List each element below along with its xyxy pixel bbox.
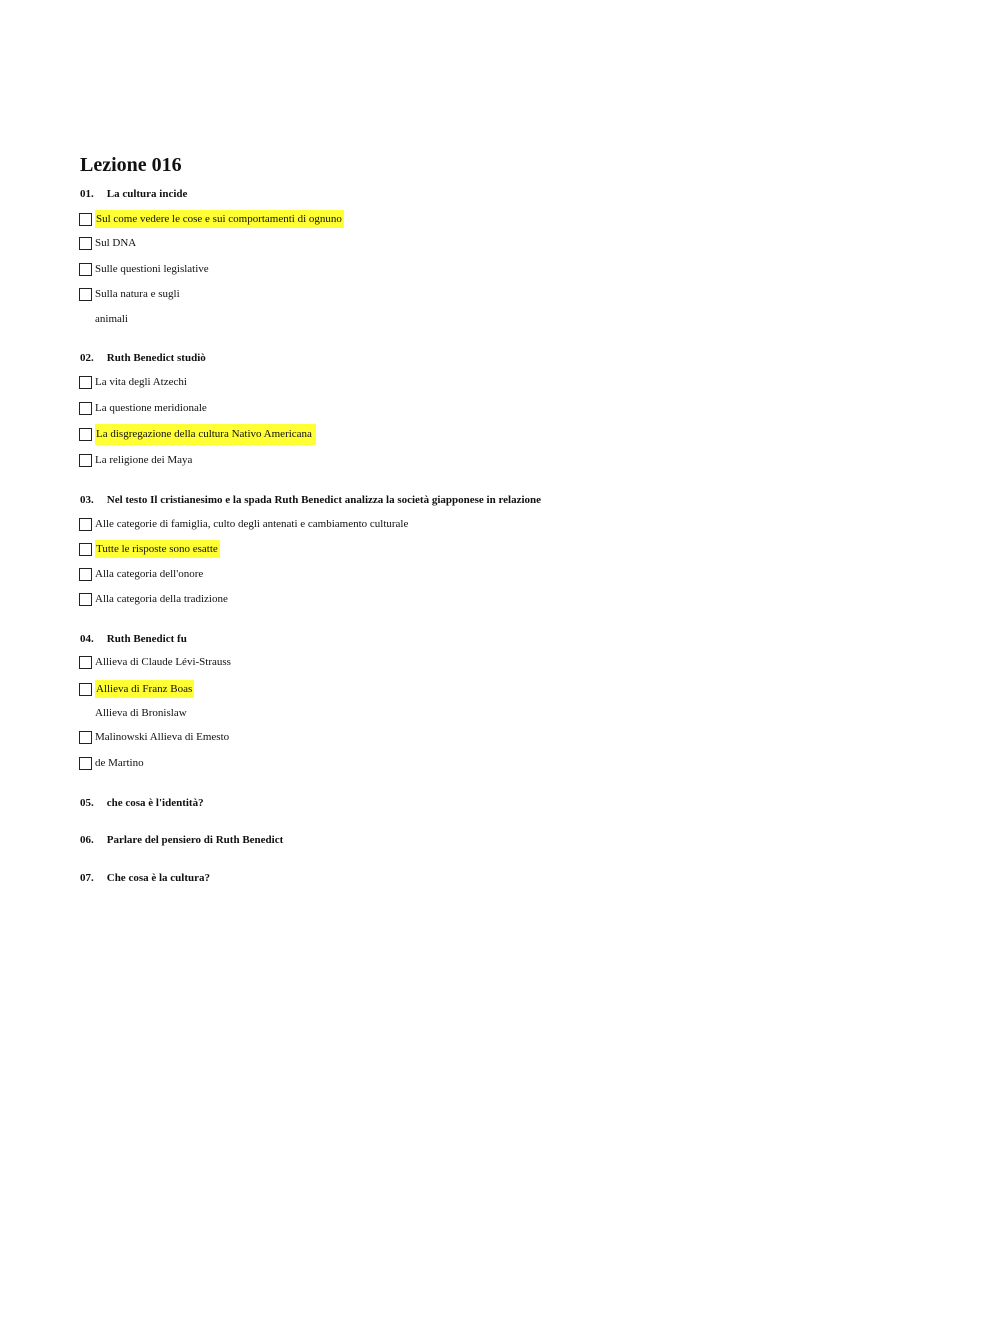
option-label: Sulle questioni legislative (95, 263, 209, 275)
option-label-highlighted: Allieva di Franz Boas (95, 680, 194, 698)
question-text: Ruth Benedict studiò (106, 352, 206, 364)
question-number: 05. (80, 797, 94, 809)
option-label: La questione meridionale (95, 402, 207, 414)
q3-option-3[interactable] (79, 566, 203, 582)
q4-option-4[interactable] (79, 755, 144, 771)
option-label: de Martino (95, 757, 144, 769)
question-text: Parlare del pensiero di Ruth Benedict (106, 834, 284, 846)
question-text: Nel testo Il cristianesimo e la spada Ruth Benedict analizza la società giapponese in relazione (106, 494, 542, 506)
question-4 (80, 632, 187, 646)
option-label: Alla categoria della tradizione (95, 593, 228, 605)
question-1 (80, 187, 187, 201)
option-label: Allieva di Claude Lévi-Strauss (95, 656, 231, 668)
option-label: La vita degli Atzechi (95, 376, 187, 388)
checkbox[interactable] (79, 568, 92, 581)
q1-option-2[interactable] (79, 235, 136, 251)
checkbox[interactable] (79, 683, 92, 696)
q3-option-1[interactable] (79, 516, 408, 532)
checkbox[interactable] (79, 757, 92, 770)
q4-option-2[interactable] (79, 681, 194, 697)
option-label: Allieva di Bronislaw (95, 707, 187, 719)
option-label: Alla categoria dell'onore (95, 568, 204, 580)
question-text: che cosa è l'identità? (106, 797, 204, 809)
question-2 (80, 351, 206, 365)
question-number: 07. (80, 872, 94, 884)
checkbox[interactable] (79, 288, 92, 301)
q3-option-2[interactable] (79, 541, 220, 557)
question-text: Ruth Benedict fu (106, 633, 187, 645)
q4-option-3-text (79, 705, 187, 721)
q2-option-4[interactable] (79, 452, 192, 468)
option-label: La religione dei Maya (95, 454, 193, 466)
q2-option-1[interactable] (79, 374, 187, 390)
question-number: 01. (80, 188, 94, 200)
option-label-highlighted: La disgregazione della cultura Nativo Americana (95, 424, 316, 445)
option-label: Sul DNA (95, 237, 137, 249)
question-3 (80, 493, 541, 507)
checkbox[interactable] (79, 213, 92, 226)
question-number: 02. (80, 352, 94, 364)
question-6 (80, 833, 283, 847)
checkbox[interactable] (79, 454, 92, 467)
option-label: animali (95, 313, 128, 325)
checkbox[interactable] (79, 518, 92, 531)
q4-option-3[interactable] (79, 729, 229, 745)
q1-option-4[interactable] (79, 286, 180, 302)
q1-option-3[interactable] (79, 261, 209, 277)
option-label: Sulla natura e sugli (95, 288, 180, 300)
checkbox[interactable] (79, 656, 92, 669)
question-text: Che cosa è la cultura? (106, 872, 211, 884)
question-number: 03. (80, 494, 94, 506)
option-label-highlighted: Sul come vedere le cose e sui comportamenti di ognuno (95, 210, 344, 228)
checkbox[interactable] (79, 543, 92, 556)
checkbox[interactable] (79, 731, 92, 744)
checkbox[interactable] (79, 593, 92, 606)
option-label-highlighted: Tutte le risposte sono esatte (95, 540, 220, 558)
checkbox[interactable] (79, 428, 92, 441)
q4-option-1[interactable] (79, 654, 231, 670)
checkbox[interactable] (79, 237, 92, 250)
checkbox[interactable] (79, 263, 92, 276)
question-7 (80, 871, 210, 885)
checkbox[interactable] (79, 402, 92, 415)
q3-option-4[interactable] (79, 591, 228, 607)
option-label: Malinowski Allieva di Emesto (95, 731, 230, 743)
checkbox[interactable] (79, 376, 92, 389)
q1-option-1[interactable] (79, 211, 344, 227)
question-5 (80, 796, 204, 810)
q1-option-4-continued (79, 311, 128, 327)
question-number: 04. (80, 633, 94, 645)
q2-option-2[interactable] (79, 400, 207, 416)
lesson-title: Lezione 016 (80, 154, 182, 176)
question-text: La cultura incide (106, 188, 188, 200)
question-number: 06. (80, 834, 94, 846)
option-label: Alle categorie di famiglia, culto degli antenati e cambiamento culturale (95, 518, 409, 530)
q2-option-3[interactable] (79, 426, 316, 442)
